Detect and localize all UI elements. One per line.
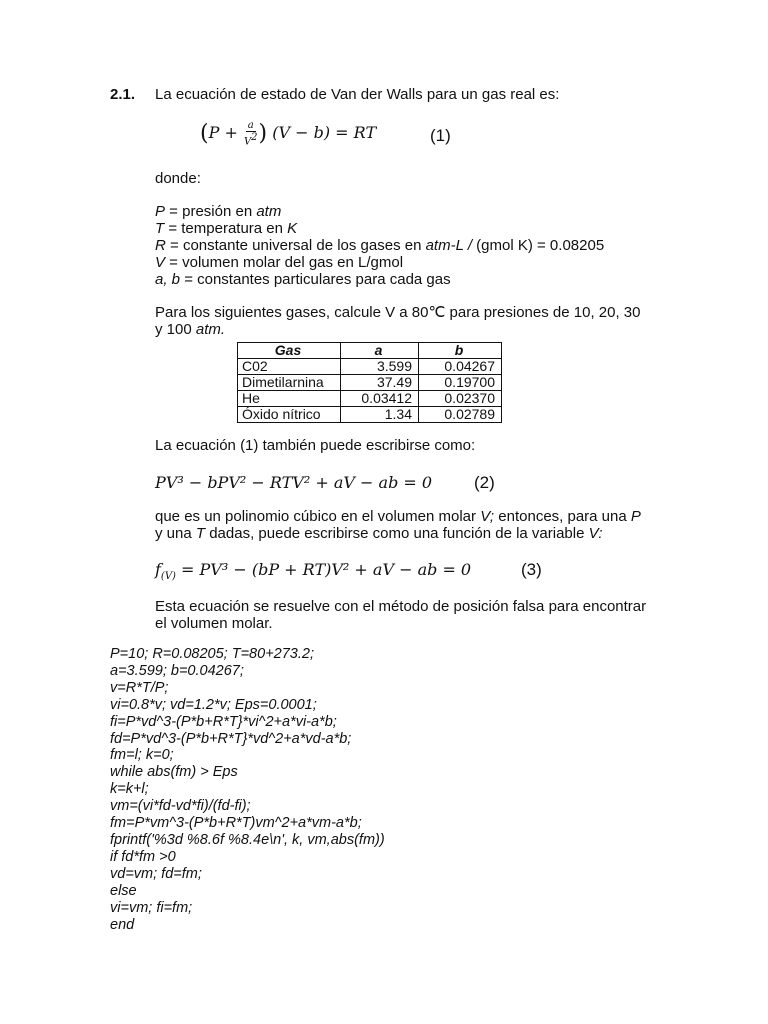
table-cell: Óxido nítrico [238, 407, 341, 423]
equation-3-label: (3) [521, 560, 542, 579]
fraction-a-over-v2: $\frac{a}{V^2}$ [243, 120, 258, 148]
code-line: fprintf('%3d %8.6f %8.4e\n', k, vm,abs(fm)) [110, 831, 385, 848]
table-row [238, 375, 502, 391]
code-line: while abs(fm) > Eps [110, 764, 238, 781]
var-def-t: T = temperatura en K [155, 220, 298, 237]
where-label: donde: [155, 170, 201, 187]
equation-2-label: (2) [474, 473, 495, 492]
gas-constants-table [237, 342, 502, 423]
equation-1: (P + $\frac{a}{V^2}$ ) (V − b) = RT [200, 120, 377, 148]
table-row [238, 391, 502, 407]
table-row [238, 359, 502, 375]
code-line: a=3.599; b=0.04267; [110, 662, 244, 679]
var-def-v: V = volumen molar del gas en L/gmol [155, 254, 404, 271]
code-line: else [110, 882, 137, 899]
table-row [238, 407, 502, 423]
code-line: vi=vm; fi=fm; [110, 899, 193, 916]
table-header: a [341, 343, 419, 359]
code-line: v=R*T/P; [110, 679, 169, 696]
table-header: b [419, 343, 502, 359]
code-line: fi=P*vd^3-(P*b+R*T}*vi^2+a*vi-a*b; [110, 713, 337, 730]
table-cell: 0.03412 [341, 391, 419, 407]
table-cell: 3.599 [341, 359, 419, 375]
table-cell: 0.04267 [419, 359, 502, 375]
table-header: Gas [238, 343, 341, 359]
equation-3: $f_{(V)} = PV^3 - (bP + RT)V^2$ + aV − ab = 0 [155, 560, 472, 583]
table-cell: Dimetilarnina [238, 375, 341, 391]
table-header-row [238, 343, 502, 359]
var-def-r: R = constante universal de los gases en atm-L / (gmol K) = 0.08205 [155, 237, 605, 254]
table-cell: 1.34 [341, 407, 419, 423]
code-listing [110, 646, 385, 933]
section-title: La ecuación de estado de Van der Walls para un gas real es: [155, 86, 560, 103]
section-number: 2.1. [110, 86, 136, 103]
var-def-ab: a, b = constantes particulares para cada gas [155, 271, 451, 288]
code-line: fd=P*vd^3-(P*b+R*T}*vd^2+a*vd-a*b; [110, 730, 352, 747]
code-line: if fd*fm >0 [110, 848, 176, 865]
equation-1-label: (1) [430, 126, 451, 145]
variable-definitions [155, 203, 604, 288]
method-text: Esta ecuación se resuelve con el método de posición falsa para encontrar el volumen molar. [155, 598, 647, 632]
table-cell: C02 [238, 359, 341, 375]
code-line: k=k+l; [110, 781, 149, 798]
equation-2-intro: La ecuación (1) también puede escribirse como: [155, 437, 476, 454]
code-line: P=10; R=0.08205; T=80+273.2; [110, 646, 314, 662]
equation-2: PV³ − bPV² − RTV² + aV − ab = 0 [155, 473, 433, 492]
table-cell: 0.02370 [419, 391, 502, 407]
var-def-p: P = presión en atm [155, 203, 282, 220]
polynomial-text: que es un polinomio cúbico en el volumen molar V; entonces, para una P y una T dadas, puede escribirse como una función de la variable V: [155, 508, 641, 542]
table-cell: 0.02789 [419, 407, 502, 423]
code-line: fm=P*vm^3-(P*b+R*T)vm^2+a*vm-a*b; [110, 815, 362, 832]
code-line: fm=l; k=0; [110, 747, 174, 764]
code-line: vi=0.8*v; vd=1.2*v; Eps=0.0001; [110, 696, 317, 713]
table-cell: 37.49 [341, 375, 419, 391]
code-line: vm=(vi*fd-vd*fi)/(fd-fi); [110, 798, 251, 815]
table-cell: 0.19700 [419, 375, 502, 391]
code-line: end [110, 916, 135, 933]
gas-instructions: Para los siguientes gases, calcule V a 80℃ para presiones de 10, 20, 30 y 100 atm. [155, 304, 641, 338]
table-cell: He [238, 391, 341, 407]
code-line: vd=vm; fd=fm; [110, 865, 202, 882]
